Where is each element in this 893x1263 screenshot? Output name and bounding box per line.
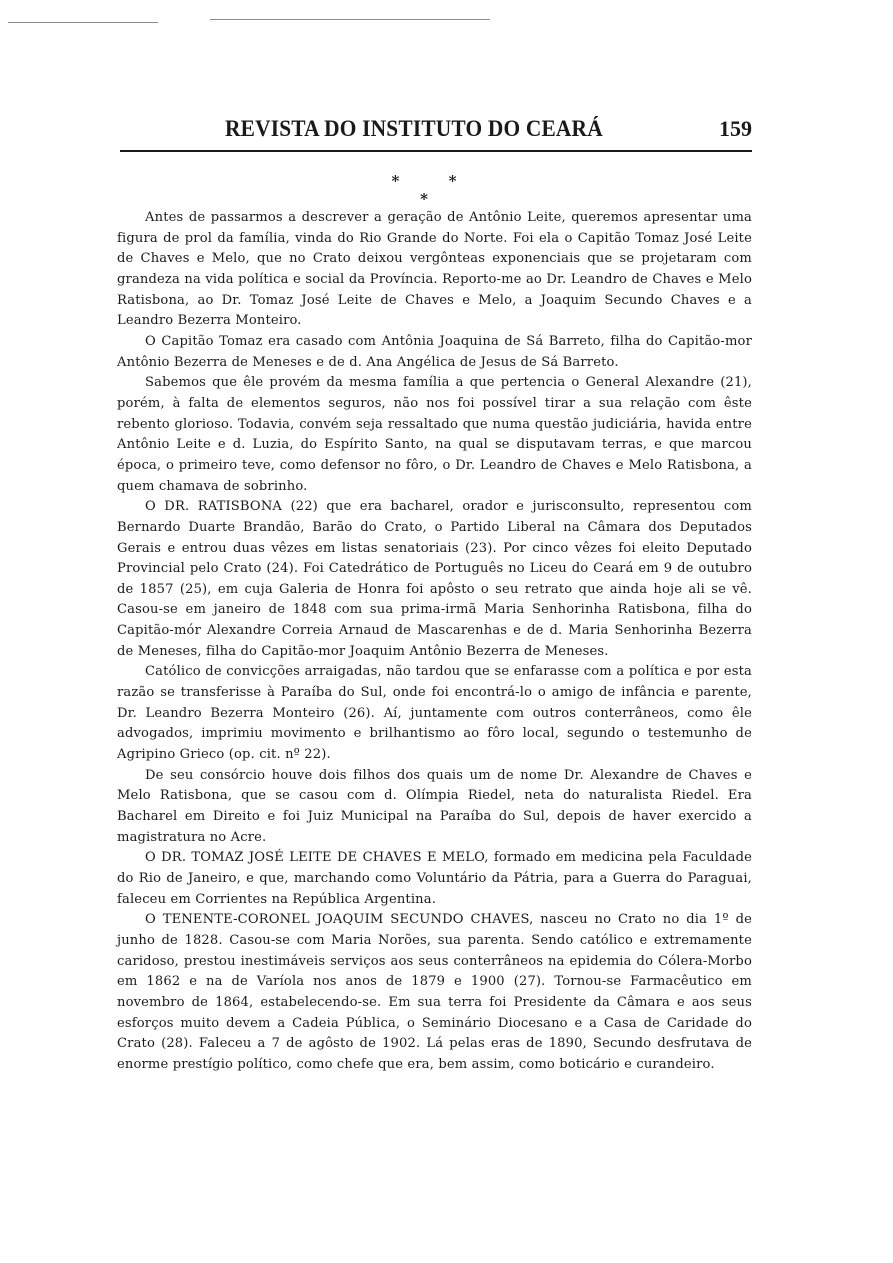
page-number: 159 bbox=[719, 116, 752, 141]
paragraph: Sabemos que êle provém da mesma família a que pertencia o General Alexandre (21), porém, à falta de elementos seguros, não nos foi possível tirar a sua relação com êste rebento glorioso. Todavia, convém seja ressaltado que numa questão judiciária, havida entre Antônio Leite e d. Luzia, do Espírito Santo, na qual se disputavam terras, e que marcou época, o primeiro teve, como defensor no fôro, o Dr. Leandro de Chaves e Melo Ratisbona, a quem chamava de sobrinho. bbox=[117, 375, 752, 494]
article-body bbox=[117, 208, 752, 1076]
paragraph: O DR. TOMAZ JOSÉ LEITE DE CHAVES E MELO, formado em medicina pela Faculdade do Rio de Janeiro, e que, marchando como Voluntário da Pátria, para a Guerra do Paraguai, faleceu em Corrientes na República Argentina. bbox=[117, 850, 752, 907]
paragraph: De seu consórcio houve dois filhos dos quais um de nome Dr. Alexandre de Chaves e Melo Ratisbona, que se casou com d. Olímpia Riedel, neta do naturalista Riedel. Era Bacharel em Direito e foi Juiz Municipal na Paraíba do Sul, depois de haver exercido a magistratura no Acre. bbox=[117, 767, 752, 845]
scan-artifact-line bbox=[8, 22, 158, 23]
scan-artifact-line bbox=[210, 19, 490, 20]
paragraph: O Capitão Tomaz era casado com Antônia Joaquina de Sá Barreto, filha do Capitão-mor Antônio Bezerra de Meneses e de d. Ana Angélica de Jesus de Sá Barreto. bbox=[117, 333, 752, 370]
paragraph: O DR. RATISBONA (22) que era bacharel, orador e jurisconsulto, representou com Bernardo Duarte Brandão, Barão do Crato, o Partido Liberal na Câmara dos Deputados Gerais e entrou duas vêzes em listas senatoriais (23). Por cinco vêzes foi eleito Deputado Provincial pelo Crato (24). Foi Catedrático de Português no Liceu do Ceará em 9 de outubro de 1857 (25), em cuja Galeria de Honra foi apôsto o seu retrato que ainda hoje ali se vê. Casou-se em janeiro de 1848 com sua prima-irmã Maria Senhorinha Ratisbona, filha do Capitão-mór Alexandre Correia Arnaud de Mascarenhas e de d. Maria Senhorinha Bezerra de Meneses, filha do Capitão-mor Joaquim Antônio Bezerra de Meneses. bbox=[117, 499, 752, 659]
journal-title: REVISTA DO INSTITUTO DO CEARÁ bbox=[225, 116, 603, 141]
paragraph: Católico de convicções arraigadas, não tardou que se enfarasse com a política e por esta razão se transferisse à Paraíba do Sul, onde foi encontrá-lo o amigo de infância e parente, Dr. Leandro Bezerra Monteiro (26). Aí, juntamente com outros conterrâneos, como êle advogados, imprimiu movimento e brilhantismo ao fôro local, segundo o testemunho de Agripino Grieco (op. cit. nº 22). bbox=[117, 664, 752, 763]
page-header bbox=[120, 114, 752, 152]
paragraph: O TENENTE-CORONEL JOAQUIM SECUNDO CHAVES, nasceu no Crato no dia 1º de junho de 1828. Casou-se com Maria Norões, sua parenta. Sendo católico e extremamente caridoso, prestou inestimáveis serviços aos seus conterrâneos na epidemia do Cólera-Morbo em 1862 e na de Varíola nos anos de 1879 e 1900 (27). Tornou-se Farmacêutico em novembro de 1864, estabelecendo-se. Em sua terra foi Presidente da Câmara e aos seus esforços muito devem a Cadeia Pública, o Seminário Diocesano e a Casa de Caridade do Crato (28). Faleceu a 7 de agôsto de 1902. Lá pelas eras de 1890, Secundo desfrutava de enorme prestígio político, como chefe que era, bem assim, como boticário e curandeiro. bbox=[117, 912, 752, 1072]
paragraph: Antes de passarmos a descrever a geração de Antônio Leite, queremos apresentar uma figura de prol da família, vinda do Rio Grande do Norte. Foi ela o Capitão Tomaz José Leite de Chaves e Melo, que no Crato deixou vergônteas exponenciais que se projetaram com grandeza na vida política e social da Província. Reporto-me ao Dr. Leandro de Chaves e Melo Ratisbona, ao Dr. Tomaz José Leite de Chaves e Melo, a Joaquim Secundo Chaves e a Leandro Bezerra Monteiro. bbox=[117, 210, 752, 329]
section-separator: * * * bbox=[391, 172, 479, 208]
